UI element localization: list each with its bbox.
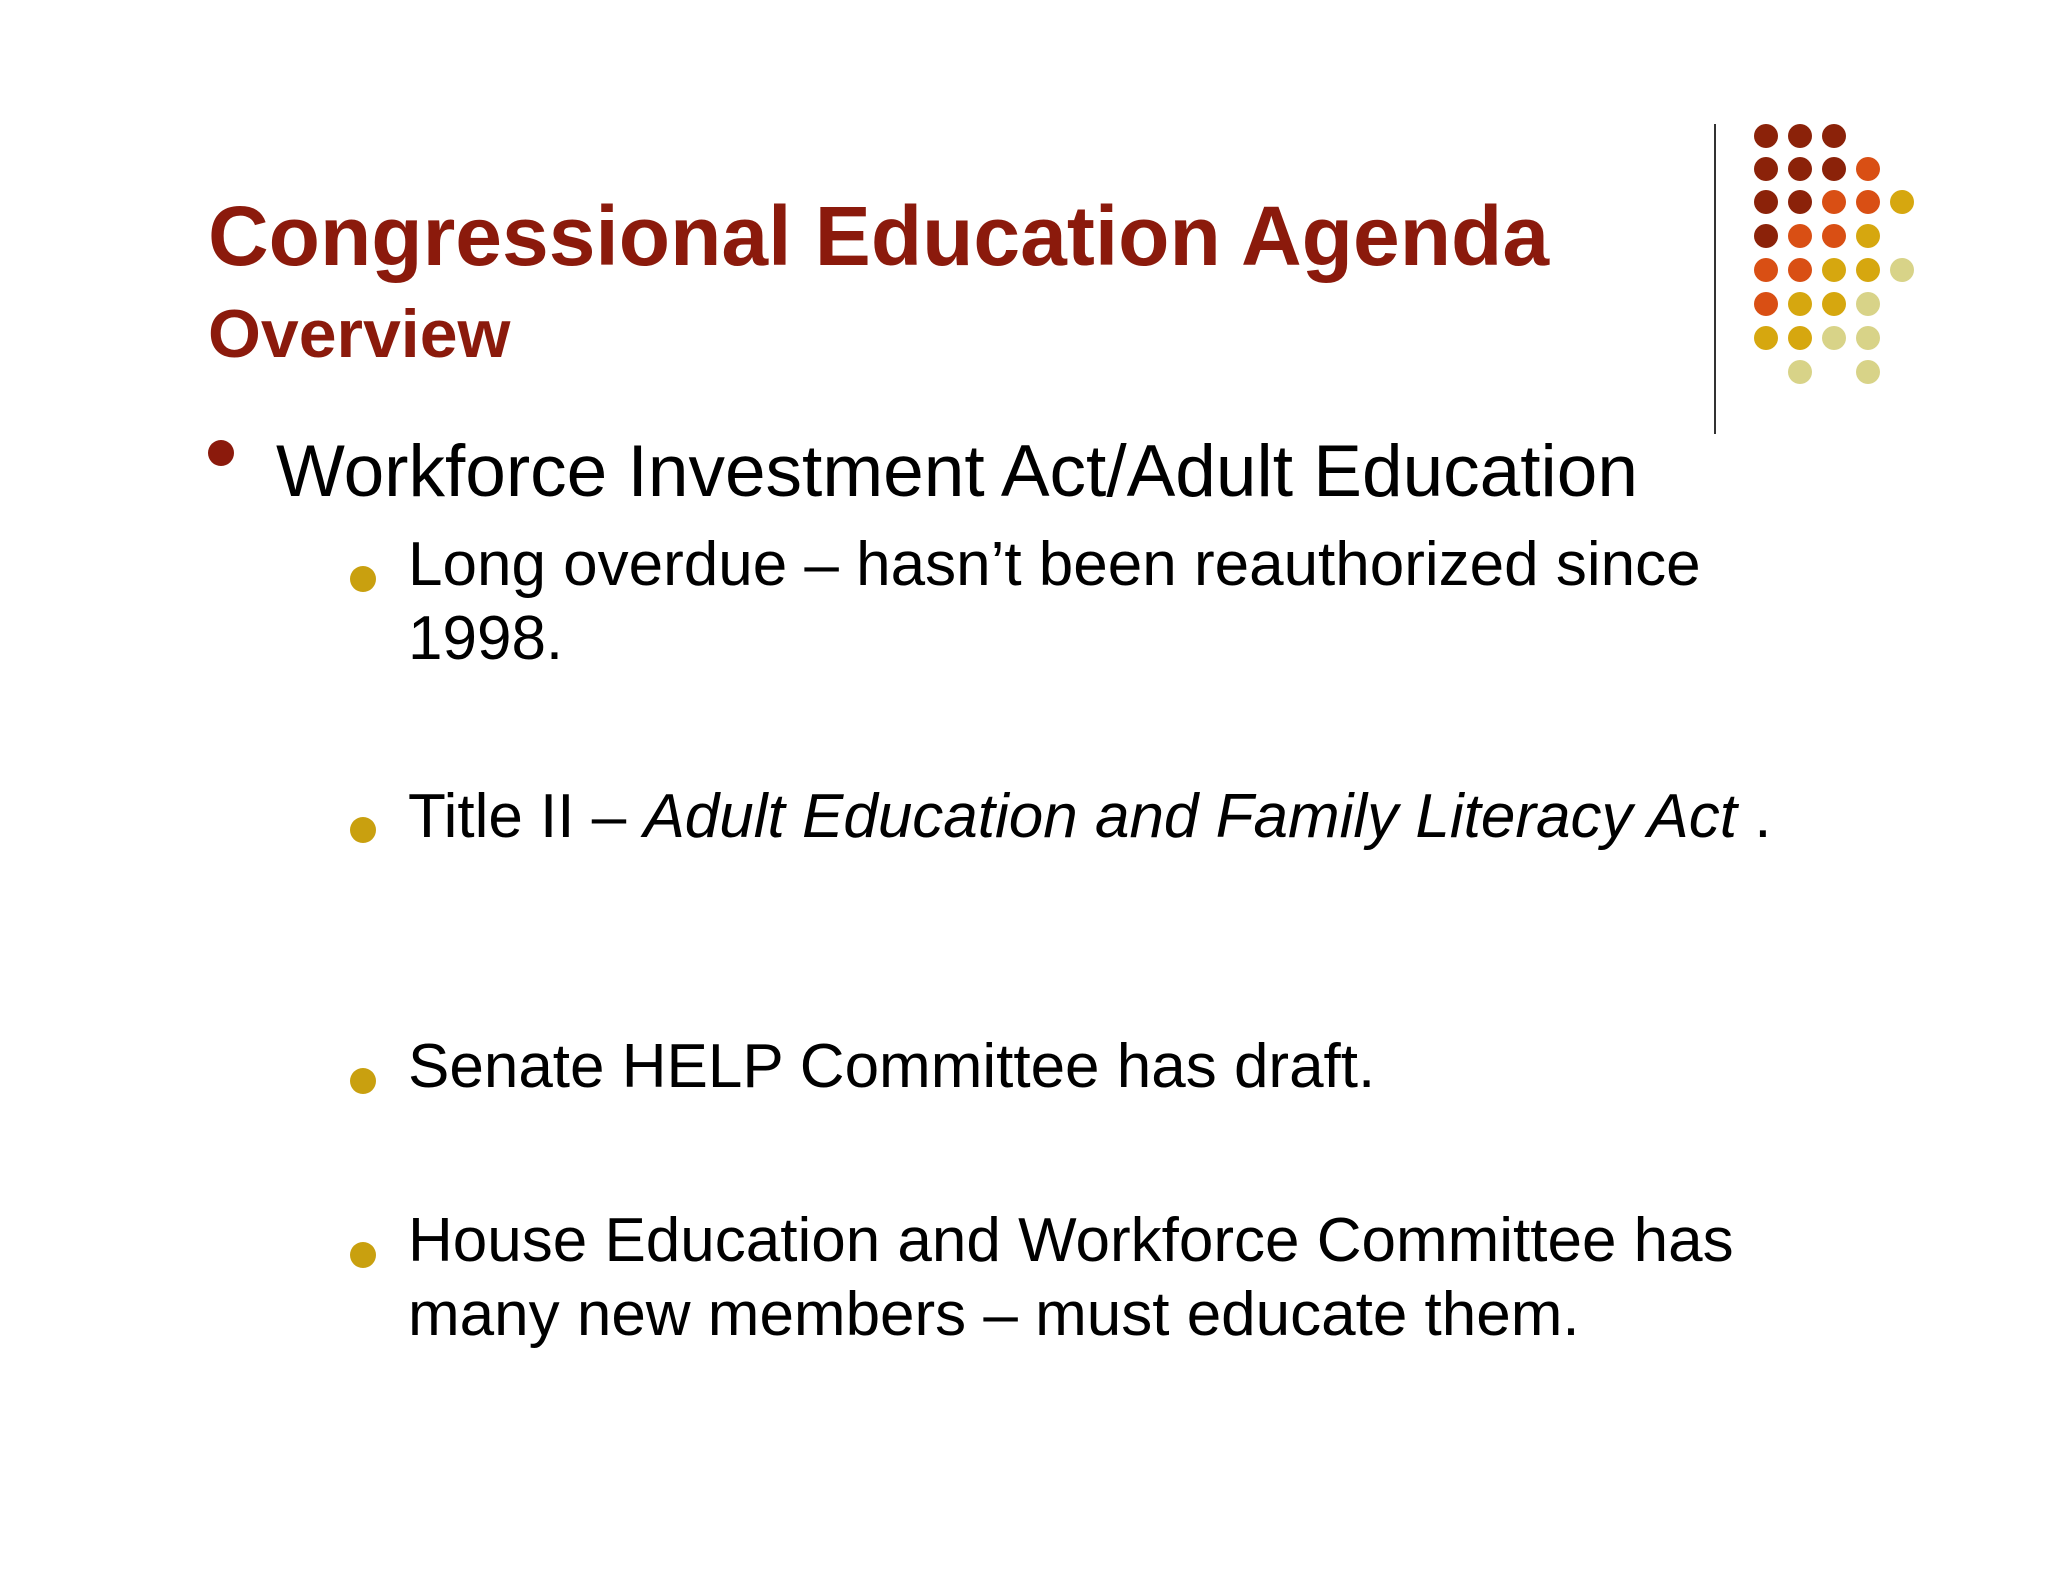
decorative-dot <box>1788 292 1812 316</box>
decorative-dot <box>1856 292 1880 316</box>
decorative-dot <box>1890 190 1914 214</box>
sub-bullet-suffix: . <box>1737 782 1772 851</box>
decorative-dot <box>1754 124 1778 148</box>
decorative-dot <box>1890 258 1914 282</box>
decorative-dot <box>1856 157 1880 181</box>
decorative-dot <box>1822 224 1846 248</box>
sub-bullet-text: Long overdue – hasn’t been reauthorized since 1998. <box>408 530 1701 673</box>
sub-bullet-text <box>408 780 1828 854</box>
decorative-dot <box>1822 258 1846 282</box>
sub-bullet-icon <box>350 817 376 843</box>
sub-bullet-icon <box>350 1068 376 1094</box>
decorative-dot <box>1788 190 1812 214</box>
decorative-dot <box>1822 157 1846 181</box>
decorative-dot <box>1856 326 1880 350</box>
decorative-dot <box>1788 124 1812 148</box>
act-title-italic: Adult Education and Family Literacy Act <box>643 782 1738 851</box>
decorative-dot <box>1754 224 1778 248</box>
sub-bullet-text: House Education and Workforce Committee has many new members – must educate them. <box>408 1206 1734 1349</box>
decorative-dot <box>1822 190 1846 214</box>
sub-bullet-prefix: Title II – <box>408 782 644 851</box>
sub-bullet-icon <box>350 1242 376 1268</box>
slide-title: Congressional Education Agenda <box>208 189 1550 283</box>
decorative-dot <box>1856 258 1880 282</box>
slide-subtitle: Overview <box>208 296 511 372</box>
decorative-dot <box>1754 157 1778 181</box>
decorative-dot <box>1856 360 1880 384</box>
decorative-dot <box>1754 326 1778 350</box>
decorative-dot <box>1754 258 1778 282</box>
decorative-dot <box>1788 157 1812 181</box>
main-bullet-text: Workforce Investment Act/Adult Education <box>276 431 1638 512</box>
decorative-dot <box>1856 190 1880 214</box>
decorative-dot <box>1822 124 1846 148</box>
decorative-dot <box>1788 258 1812 282</box>
decorative-dot <box>1788 360 1812 384</box>
decorative-dot <box>1822 326 1846 350</box>
decorative-dot <box>1822 292 1846 316</box>
divider-line <box>1714 124 1716 434</box>
sub-bullet-icon <box>350 566 376 592</box>
sub-bullet-text: Senate HELP Committee has draft. <box>408 1032 1376 1101</box>
decorative-dot <box>1788 224 1812 248</box>
decorative-dot <box>1754 190 1778 214</box>
decorative-dot <box>1788 326 1812 350</box>
decorative-dot <box>1754 292 1778 316</box>
main-bullet-icon <box>208 440 234 466</box>
decorative-dot <box>1856 224 1880 248</box>
